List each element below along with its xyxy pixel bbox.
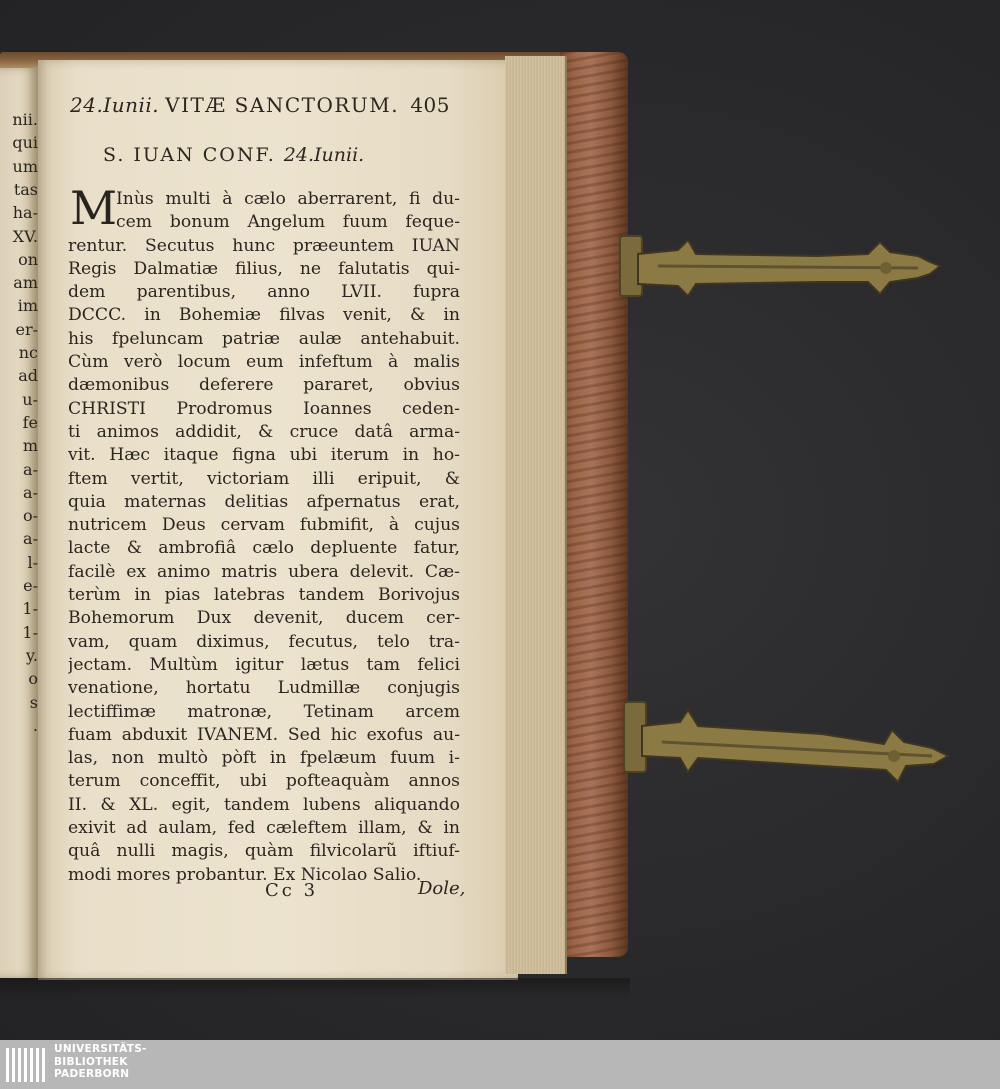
left-page-fragment: o	[28, 669, 38, 689]
text-line: exivit ad aulam, fed cæleftem illam, & in	[68, 818, 460, 839]
library-name	[54, 1043, 147, 1081]
library-name-line: BIBLIOTHEK	[54, 1055, 128, 1068]
running-header	[70, 93, 450, 117]
text-line: his fpeluncam patriæ aulæ antehabuit.	[68, 328, 460, 349]
left-page-fragment: a-	[23, 529, 38, 549]
text-line: vit. Hæc itaque figna ubi iterum in ho-	[68, 445, 460, 466]
text-line: dæmonibus deferere pararet, obvius	[68, 375, 460, 396]
left-page-fragment: im	[17, 296, 38, 316]
text-line: modi mores probantur. Ex Nicolao Salio.	[68, 864, 422, 885]
text-line: Bohemorum Dux devenit, ducem cer-	[68, 608, 460, 629]
left-page-fragment: am	[13, 273, 38, 293]
text-line: quâ nulli magis, quàm filvicolarũ iftiuf-	[68, 841, 460, 862]
text-line: las, non multò pòft in fpelæum fuum i-	[68, 748, 460, 769]
text-line: terum conceffit, ubi pofteaquàm annos	[68, 771, 460, 792]
left-page-fragment: u-	[22, 389, 38, 409]
page-number: 405	[410, 93, 450, 117]
section-title	[103, 144, 443, 166]
left-page-fragment: qui	[12, 133, 38, 153]
saint-name: S. IUAN CONF.	[103, 144, 276, 166]
left-page-fragment: e-	[23, 576, 38, 595]
feast-date: 24.Iunii.	[283, 144, 365, 166]
text-line: Inùs multi à cælo aberrarent, fi du-	[116, 189, 460, 209]
signature-mark: Cc 3	[265, 880, 319, 901]
text-line: CHRISTI Prodromus Ioannes ceden-	[68, 398, 460, 419]
left-page-fragment: XV.	[12, 226, 38, 246]
university-logo-icon	[4, 1044, 46, 1086]
left-page-fragment: 1-	[22, 622, 38, 642]
catchword: Dole,	[418, 878, 466, 899]
left-page-fragment: y.	[26, 645, 38, 665]
left-page-fragment: nii.	[12, 110, 38, 129]
left-page-fragment: er-	[15, 319, 38, 339]
left-page-fragment: tas	[13, 179, 38, 199]
body-text	[68, 188, 460, 887]
text-line: ti animos addidit, & cruce datâ arma-	[68, 421, 460, 442]
upper-brass-clasp-icon	[618, 232, 948, 308]
text-line: terùm in pias latebras tandem Borivojus	[68, 585, 460, 606]
header-date: 24.Iunii.	[70, 93, 160, 117]
page-shadow	[0, 978, 630, 998]
header-title: VITÆ SANCTORUM.	[165, 93, 400, 117]
text-line: cem bonum Angelum fuum feque-	[116, 212, 460, 233]
text-line: vam, quam diximus, fecutus, telo tra-	[68, 631, 460, 652]
left-page-fragment: um	[12, 156, 38, 176]
text-line: lectiffimæ matronæ, Tetinam arcem	[68, 701, 460, 722]
library-name-line: UNIVERSITÄTS-	[54, 1043, 147, 1055]
page-block-edge	[505, 56, 567, 974]
text-line: fuam abduxit IVANEM. Sed hic exofus au-	[68, 724, 460, 745]
left-page-fragment: 1-	[22, 599, 38, 619]
left-page-fragment: ad	[18, 366, 38, 386]
library-name-line: PADERBORN	[54, 1068, 130, 1080]
text-line: nutricem Deus cervam fubmifit, à cujus	[68, 515, 460, 536]
text-line: Regis Dalmatiæ filius, ne falutatis qui-	[68, 258, 460, 279]
text-line: Cùm verò locum eum infeftum à malis	[68, 352, 460, 373]
text-line: jectam. Multùm igitur lætus tam felici	[68, 654, 460, 675]
left-page-fragment: a-	[23, 459, 38, 479]
text-line: ftem vertit, victoriam illi eripuit, &	[68, 468, 460, 489]
text-line: DCCC. in Bohemiæ filvas venit, & in	[68, 305, 460, 326]
book-cover-edge	[560, 52, 628, 957]
text-line: venatione, hortatu Ludmillæ conjugis	[68, 678, 460, 699]
text-line: quia maternas delitias afpernatus erat,	[68, 491, 460, 512]
text-line: rentur. Secutus hunc præeuntem IUAN	[68, 235, 460, 256]
left-page-fragment: s	[29, 692, 38, 712]
left-page-fragment: a-	[23, 482, 38, 502]
left-page-fragment: nc	[18, 343, 38, 362]
left-page-fragment: on	[18, 249, 38, 269]
lower-brass-clasp-icon	[622, 700, 958, 796]
left-page-fragment: .	[32, 715, 38, 735]
left-page-fragment: fe	[22, 412, 38, 432]
drop-capital: M	[70, 181, 118, 235]
text-line: lacte & ambrofiâ cælo depluente fatur,	[68, 538, 460, 559]
left-page-fragment: l-	[27, 552, 38, 572]
text-line: facilè ex animo matris ubera delevit. Cæ-	[68, 561, 460, 582]
left-page-fragment: o-	[22, 506, 38, 526]
text-line: II. & XL. egit, tandem lubens aliquando	[68, 794, 460, 815]
left-page	[0, 68, 38, 978]
left-page-fragment: ha-	[12, 203, 38, 223]
left-page-fragment: m	[22, 436, 38, 456]
library-banner	[0, 1040, 1000, 1089]
text-line: dem parentibus, anno LVII. fupra	[68, 282, 460, 303]
